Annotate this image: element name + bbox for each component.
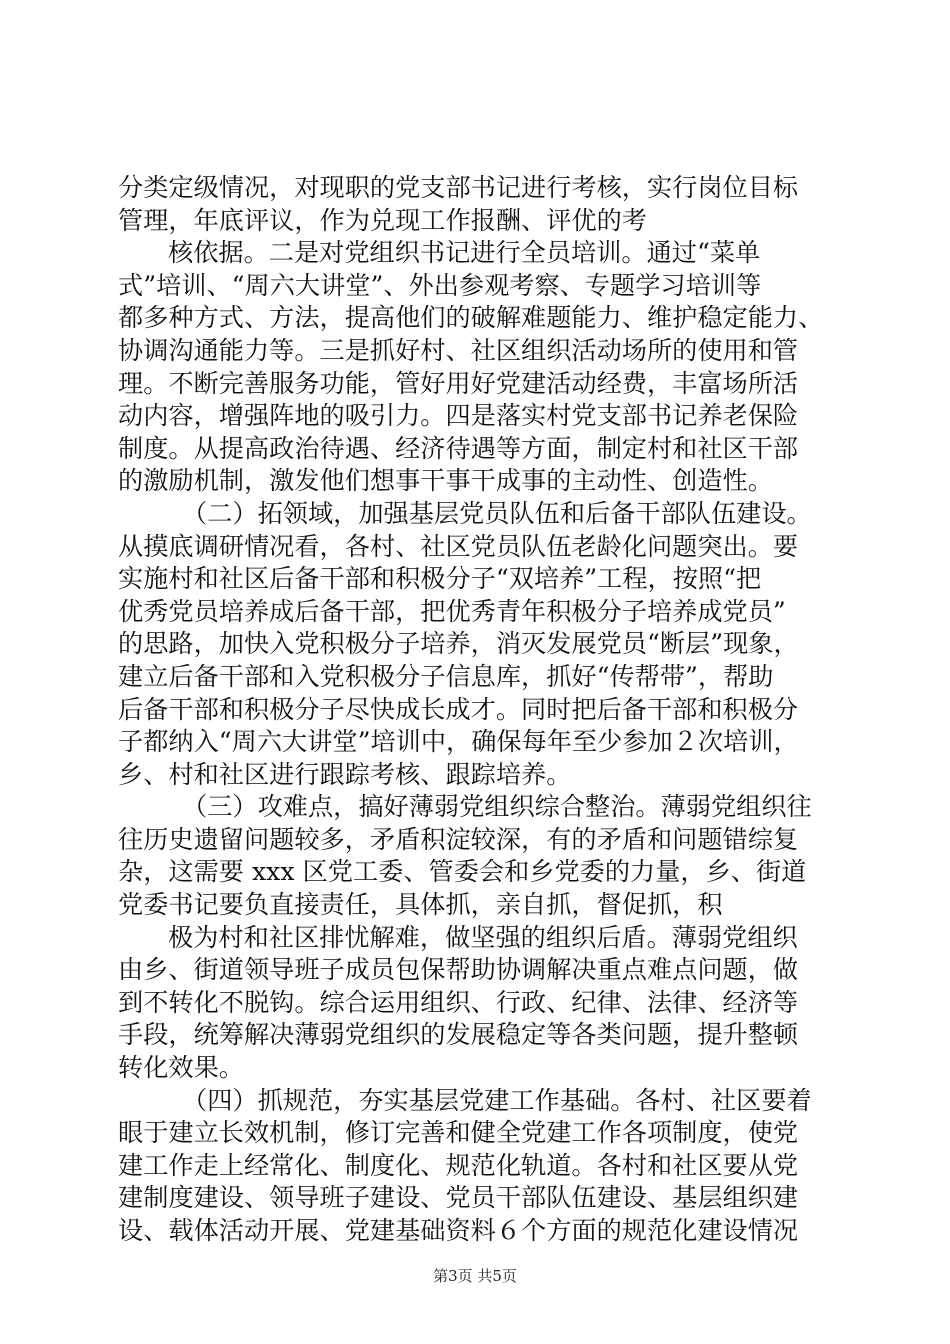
text-line: 极为村和社区排忧解难，做坚强的组织后盾。薄弱党组织 — [168, 922, 798, 952]
text-line: 建制度建设、领导班子建设、党员干部队伍建设、基层组织建 — [118, 1183, 799, 1213]
text-line: 从摸底调研情况看，各村、社区党员队伍老龄化问题突出。要 — [118, 531, 799, 561]
text-line: 核依据。二是对党组织书记进行全员培训。通过“菜单 — [168, 238, 761, 268]
text-line: 眼于建立长效机制，修订完善和健全党建工作各项制度，使党 — [118, 1118, 799, 1148]
text-line: 建工作走上经常化、制度化、规范化轨道。各村和社区要从党 — [118, 1150, 799, 1180]
text-line: 到不转化不脱钩。综合运用组织、行政、纪律、法律、经济等 — [118, 987, 799, 1017]
text-line: （二）拓领域，加强基层党员队伍和后备干部队伍建设。 — [182, 498, 812, 528]
text-line: 的激励机制，激发他们想事干事干成事的主动性、创造性。 — [118, 466, 773, 496]
text-line: 式”培训、“周六大讲堂”、外出参观考察、专题学习培训等 — [118, 270, 762, 300]
text-line: 子都纳入“周六大讲堂”培训中，确保每年至少参加２次培训， — [118, 727, 799, 757]
text-line: 管理，年底评议，作为兑现工作报酬、评优的考 — [118, 205, 647, 235]
text-line: 转化效果。 — [118, 1053, 244, 1083]
text-line: （三）攻难点，搞好薄弱党组织综合整治。薄弱党组织往 — [182, 792, 812, 822]
text-line: 杂，这需要 xxx 区党工委、管委会和乡党委的力量，乡、街道 — [118, 857, 807, 887]
text-line: 设、载体活动开展、党建基础资料６个方面的规范化建设情况 — [118, 1216, 799, 1245]
text-line: 实施村和社区后备干部和积极分子“双培养”工程，按照“把 — [118, 564, 762, 594]
document-body — [118, 172, 830, 1248]
text-line: 手段，统筹解决薄弱党组织的发展稳定等各类问题，提升整顿 — [118, 1020, 799, 1050]
text-line: 都多种方式、方法，提高他们的破解难题能力、维护稳定能力、 — [118, 303, 824, 333]
page-number-footer: 第3页 共5页 — [433, 1267, 517, 1285]
text-line: 优秀党员培养成后备干部，把优秀青年积极分子培养成党员” — [118, 596, 786, 626]
text-line: 往历史遗留问题较多，矛盾积淀较深，有的矛盾和问题错综复 — [118, 824, 799, 854]
text-line: 分类定级情况，对现职的党支部书记进行考核，实行岗位目标 — [118, 173, 799, 202]
text-line: 党委书记要负直接责任，具体抓，亲自抓，督促抓，积 — [118, 890, 723, 920]
text-line: 乡、村和社区进行跟踪考核、跟踪培养。 — [118, 759, 572, 789]
text-line: 制度。从提高政治待遇、经济待遇等方面，制定村和社区干部 — [118, 433, 799, 463]
text-line: 动内容，增强阵地的吸引力。四是落实村党支部书记养老保险 — [118, 401, 799, 431]
text-line: （四）抓规范，夯实基层党建工作基础。各村、社区要着 — [182, 1085, 812, 1115]
text-line: 由乡、街道领导班子成员包保帮助协调解决重点难点问题，做 — [118, 955, 799, 985]
text-line: 的思路，加快入党积极分子培养，消灭发展党员“断层”现象， — [118, 629, 799, 659]
text-line: 建立后备干部和入党积极分子信息库，抓好“传帮带”，帮助 — [118, 661, 774, 691]
text-line: 后备干部和积极分子尽快成长成才。同时把后备干部和积极分 — [118, 694, 799, 724]
text-line: 协调沟通能力等。三是抓好村、社区组织活动场所的使用和管 — [118, 335, 799, 365]
text-line: 理。不断完善服务功能，管好用好党建活动经费，丰富场所活 — [118, 368, 799, 398]
